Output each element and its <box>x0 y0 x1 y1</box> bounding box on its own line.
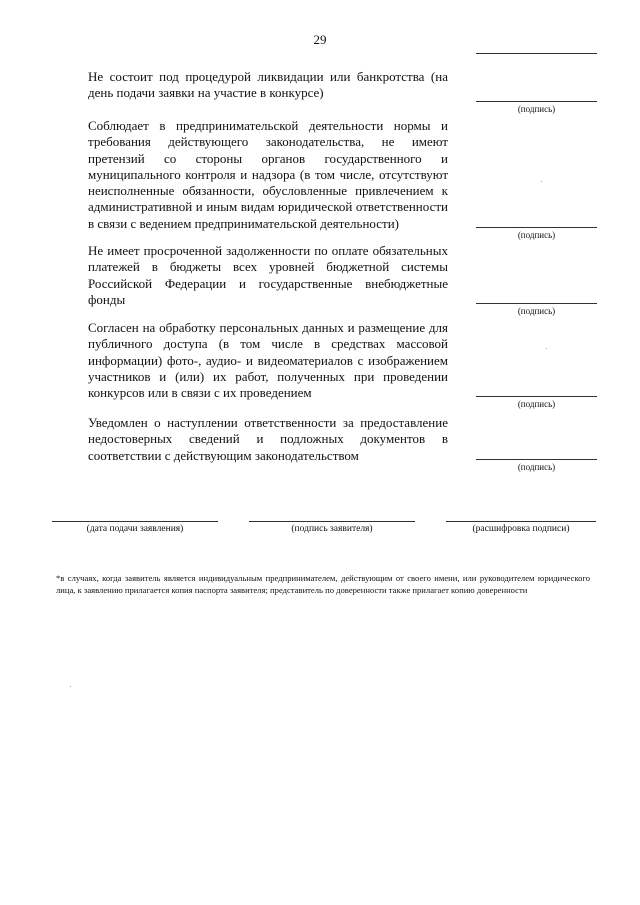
signature-caption-5: (подпись) <box>517 462 556 472</box>
statement-1 <box>88 69 448 102</box>
statement-4 <box>88 320 448 401</box>
statement-2 <box>88 118 448 232</box>
date-caption: (дата подачи заявления) <box>86 524 184 534</box>
signature-line-1 <box>476 101 597 102</box>
statement-4-text: Согласен на обработку персональных данных и размещение для публичного доступа (в том числе в средствах массовой информации) фото-, аудио- и видеоматериалов с изображением участников и (или) их работ, полученных при проведении конкурсов или в связи с их проведением <box>88 320 448 401</box>
signature-line-3 <box>476 303 597 304</box>
footnote: *в случаях, когда заявитель является индивидуальным предпринимателем, действующим от своего имени, или руководителем юридического лица, к заявлению прилагается копия паспорта заявителя; представитель по доверенности также прилагает копию доверенности <box>56 573 590 595</box>
statement-2-text: Соблюдает в предпринимательской деятельности нормы и требования действующего законодательства, не имеют претензий со стороны органов государственного и муниципального контроля и надзора (в том числе, отсутствуют неисполненные обязанности, обусловленные привлечением к административной и иным видам юридической ответственности в связи с ведением предпринимательской деятельности) <box>88 118 448 231</box>
decryption-caption: (расшифровка подписи) <box>472 524 570 534</box>
scan-speck <box>546 348 547 349</box>
signature-caption-2: (подпись) <box>517 230 556 240</box>
scan-speck <box>541 181 542 182</box>
applicant-signature-caption: (подпись заявителя) <box>291 524 373 534</box>
signature-line-4 <box>476 396 597 397</box>
decryption-line <box>446 521 596 522</box>
statement-3 <box>88 243 448 308</box>
signature-line-5 <box>476 459 597 460</box>
statement-5-text: Уведомлен о наступлении ответственности за предоставление недостоверных сведений и подложных документов в соответствии с действующим законодательством <box>88 415 448 463</box>
statement-1-text: Не состоит под процедурой ликвидации или банкротства (на день подачи заявки на участие в конкурсе) <box>88 69 448 101</box>
applicant-signature-line <box>249 521 415 522</box>
scan-speck <box>70 686 71 687</box>
page-number: 29 <box>313 32 327 47</box>
signature-caption-3: (подпись) <box>517 306 556 316</box>
date-line <box>52 521 218 522</box>
statement-3-text: Не имеет просроченной задолженности по оплате обязательных платежей в бюджеты всех уровней бюджетной системы Российской Федерации и государственные внебюджетные фонды <box>88 243 448 307</box>
statement-5 <box>88 415 448 464</box>
signature-line-2 <box>476 227 597 228</box>
signature-line-top <box>476 53 597 54</box>
signature-caption-4: (подпись) <box>517 399 556 409</box>
signature-caption-1: (подпись) <box>517 104 556 114</box>
